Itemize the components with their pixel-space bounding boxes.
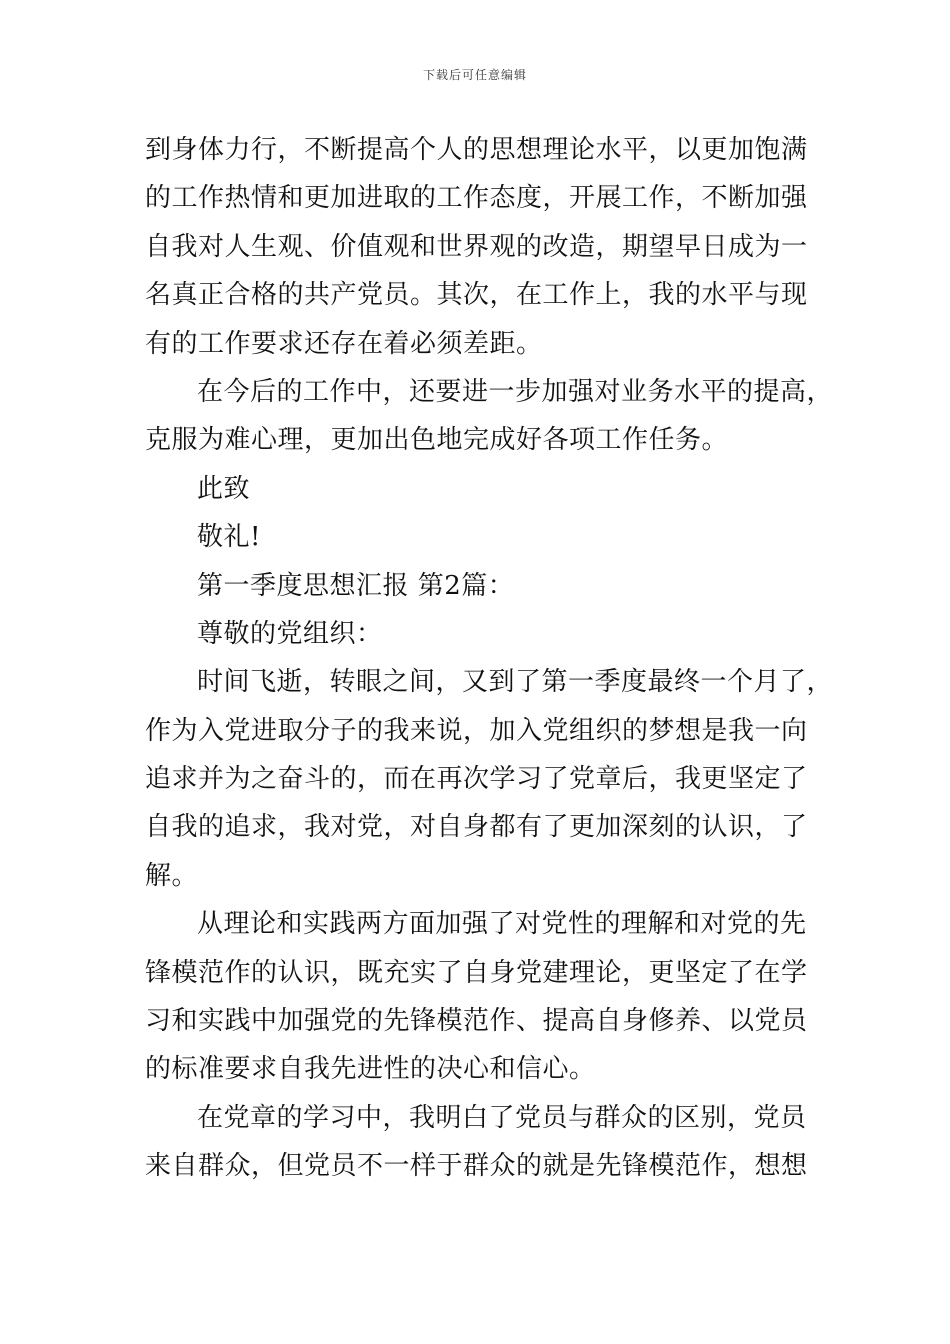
text-line: 从理论和实践两方面加强了对党性的理解和对党的先 [197, 909, 807, 940]
text-line: 名真正合格的共产党员。其次，在工作上，我的水平与现 [145, 280, 808, 311]
text-line: 到身体力行，不断提高个人的思想理论水平，以更加饱满 [145, 135, 808, 165]
text-line: 有的工作要求还存在着必须差距。 [145, 328, 543, 359]
text-line: 追求并为之奋斗的，而在再次学习了党章后，我更坚定了 [145, 764, 808, 795]
text-line: 锋模范作的认识，既充实了自身党建理论，更坚定了在学 [145, 957, 808, 988]
page-header: 下载后可任意编辑 [422, 68, 527, 82]
text-line: 自我对人生观、价值观和世界观的改造，期望早日成为一 [145, 231, 808, 262]
text-line: 此致 [197, 473, 251, 504]
text-line: 来自群众，但党员不一样于群众的就是先锋模范作，想想 [145, 1151, 808, 1182]
text-line: 时间飞逝，转眼之间，又到了第一季度最终一个月了， [197, 667, 834, 698]
text-line: 习和实践中加强党的先锋模范作、提高自身修养、以党员 [145, 1006, 808, 1037]
text-line: 的标准要求自我先进性的决心和信心。 [145, 1054, 596, 1085]
text-line: 自我的追求，我对党，对自身都有了更加深刻的认识，了 [145, 812, 808, 843]
text-line: 在今后的工作中，还要进一步加强对业务水平的提高， [197, 376, 834, 407]
document-body [145, 126, 835, 1191]
text-line: 解。 [145, 860, 199, 891]
text-line: 第一季度思想汇报 第2篇： [197, 570, 515, 601]
text-line: 作为入党进取分子的我来说，加入党组织的梦想是我一向 [145, 715, 808, 746]
text-line: 的工作热情和更加进取的工作态度，开展工作，不断加强 [145, 183, 808, 214]
text-line: 尊敬的党组织： [197, 618, 383, 649]
text-line: 在党章的学习中，我明白了党员与群众的区别，党员 [197, 1102, 807, 1133]
text-line: 克服为难心理，更加出色地完成好各项工作任务。 [145, 425, 729, 456]
text-line: 敬礼! [197, 522, 261, 553]
